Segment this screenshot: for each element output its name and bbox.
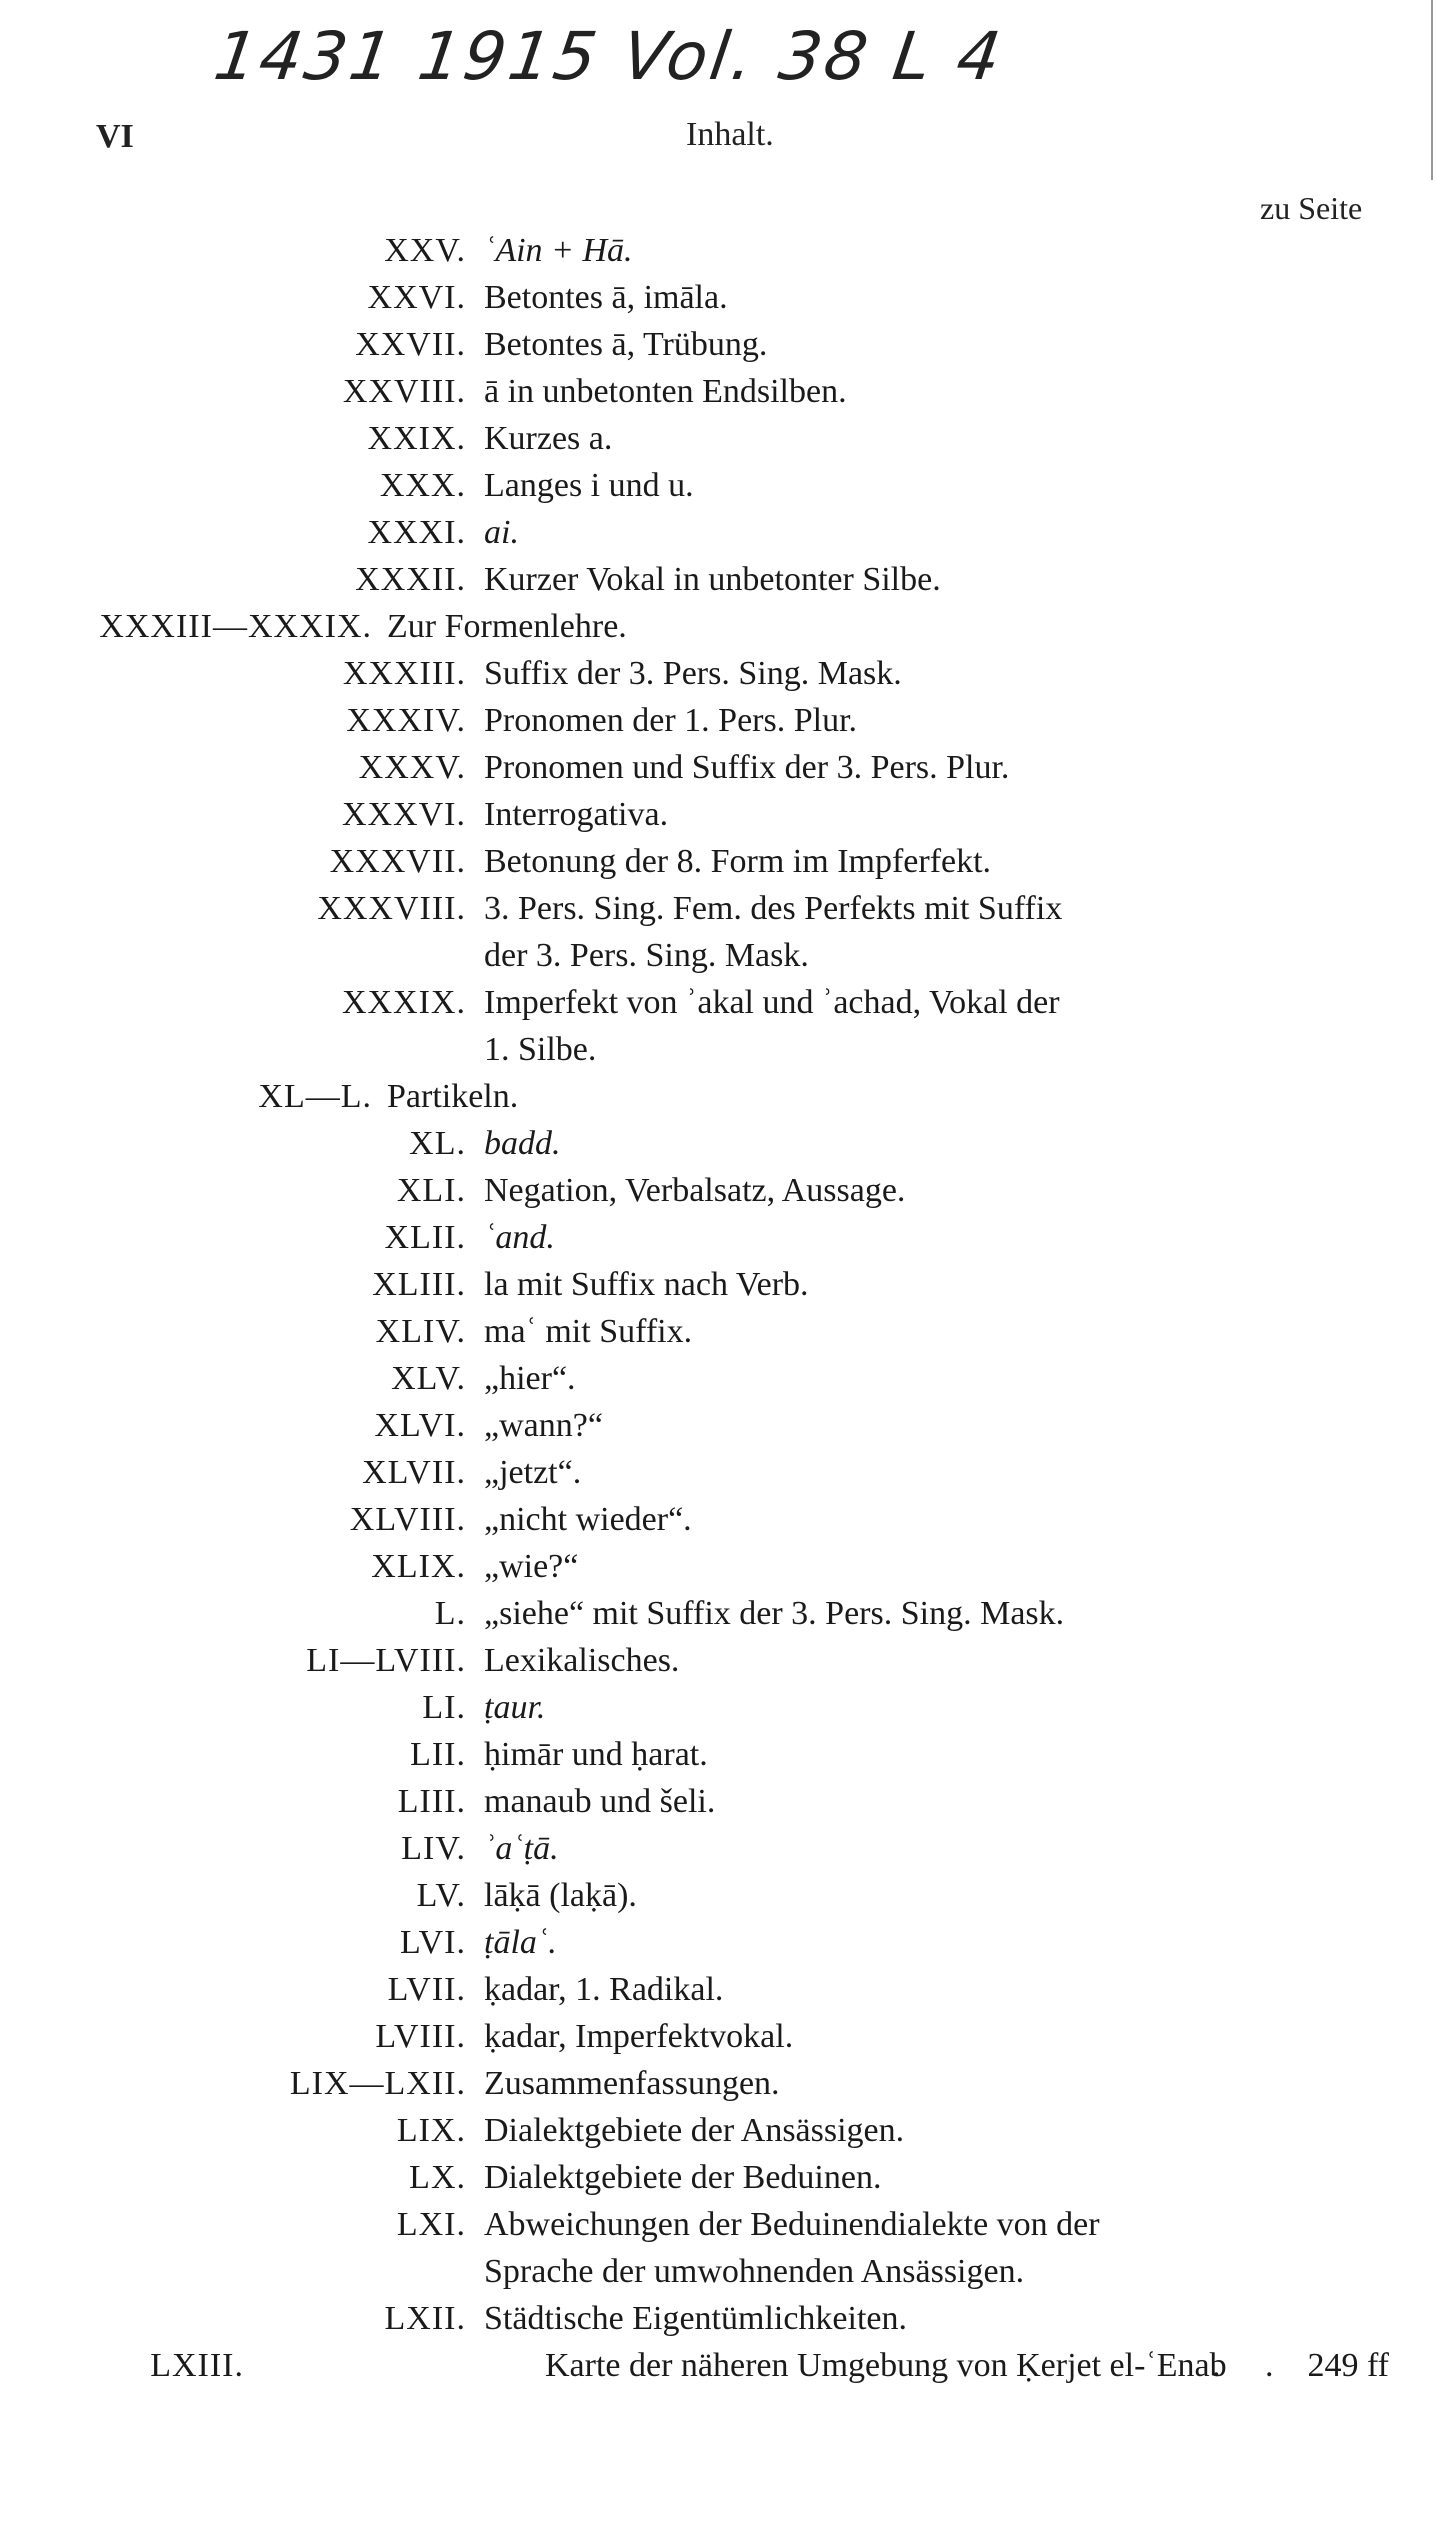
toc-entry bbox=[0, 1684, 1437, 1731]
toc-entry-title: la mit Suffix nach Verb. bbox=[484, 1266, 809, 1303]
toc-entry-number: XXXI. bbox=[367, 514, 466, 551]
toc-entry-title: ʿand. bbox=[484, 1219, 555, 1256]
toc-entry-number: LVII. bbox=[387, 1971, 466, 2008]
toc-entry-title: Pronomen der 1. Pers. Plur. bbox=[484, 702, 858, 739]
toc-entry bbox=[0, 274, 1437, 321]
toc-entry bbox=[0, 1402, 1437, 1449]
toc-entry-number: LI. bbox=[422, 1689, 466, 1726]
toc-entry bbox=[0, 1308, 1437, 1355]
toc-entry-number: XXXVII. bbox=[329, 843, 466, 880]
toc-entry-number: XL. bbox=[409, 1125, 466, 1162]
toc-entry-title: „wie?“ bbox=[484, 1548, 579, 1585]
toc-entry bbox=[0, 2060, 1437, 2107]
toc-entry-title: Zur Formenlehre. bbox=[387, 608, 627, 645]
toc-entry-number: LIV. bbox=[401, 1830, 466, 1867]
toc-entry bbox=[0, 1590, 1437, 1637]
toc-entry-title: „siehe“ mit Suffix der 3. Pers. Sing. Mask. bbox=[484, 1595, 1065, 1632]
toc-entry-number: XLIX. bbox=[371, 1548, 466, 1585]
toc-entry-title: Pronomen und Suffix der 3. Pers. Plur. bbox=[484, 749, 1010, 786]
toc-entry-title: Städtische Eigentümlichkeiten. bbox=[484, 2300, 908, 2337]
toc-entry-number: LIX. bbox=[396, 2112, 466, 2149]
scan-edge-mark bbox=[1431, 0, 1433, 180]
page-number: VI bbox=[96, 118, 134, 155]
toc-entry-number: XLVII. bbox=[362, 1454, 466, 1491]
toc-entry-number: XXXVI. bbox=[341, 796, 466, 833]
toc-entry-number: XXVI. bbox=[367, 279, 466, 316]
toc-entry bbox=[0, 838, 1437, 885]
toc-entry-number: XXXIII—XXXIX. bbox=[99, 608, 372, 645]
toc-entry-number: XLIV. bbox=[375, 1313, 466, 1350]
toc-entry-number: XXXVIII. bbox=[317, 890, 466, 927]
toc-entry-number: XLI. bbox=[396, 1172, 466, 1209]
toc-entry-title: ṭaur. bbox=[484, 1689, 546, 1726]
toc-entry bbox=[0, 1167, 1437, 1214]
toc-entry-number: LV. bbox=[416, 1877, 466, 1914]
toc-entry bbox=[0, 1966, 1437, 2013]
toc-entry-number: LIX—LXII. bbox=[289, 2065, 466, 2102]
toc-entry bbox=[0, 1073, 1437, 1120]
toc-entry-continuation bbox=[0, 2248, 1437, 2295]
toc-entry bbox=[0, 2107, 1437, 2154]
toc-entry-title: Zusammenfassungen. bbox=[484, 2065, 780, 2102]
toc-entry-number: XLV. bbox=[391, 1360, 466, 1397]
toc-entry bbox=[0, 1261, 1437, 1308]
toc-entry bbox=[0, 1637, 1437, 1684]
toc-entry bbox=[0, 1355, 1437, 1402]
toc-entry bbox=[0, 2201, 1437, 2248]
toc-entry-title: badd. bbox=[484, 1125, 561, 1162]
toc-entry-title: ʿAin + Hā. bbox=[484, 232, 633, 269]
toc-entry-number: XXXIV. bbox=[346, 702, 466, 739]
toc-entry-number: XLIII. bbox=[372, 1266, 466, 1303]
toc-entry-number: XXVIII. bbox=[342, 373, 466, 410]
toc-entry-number: LVIII. bbox=[375, 2018, 466, 2055]
toc-entry bbox=[0, 1543, 1437, 1590]
toc-entry-number: XXXIX. bbox=[341, 984, 466, 1021]
toc-entry-title: ai. bbox=[484, 514, 519, 551]
toc-entry-title-continued: Sprache der umwohnenden Ansässigen. bbox=[484, 2253, 1025, 2290]
toc-entry-number: LII. bbox=[410, 1736, 466, 1773]
toc-entry bbox=[0, 2295, 1437, 2342]
toc-entry-title: Imperfekt von ʾakal und ʾachad, Vokal der bbox=[484, 984, 1060, 1021]
toc-entry-title: Langes i und u. bbox=[484, 467, 694, 504]
toc-entry bbox=[0, 2154, 1437, 2201]
toc-entry-title: ā in unbetonten Endsilben. bbox=[484, 373, 847, 410]
toc-entry-number: XXXIII. bbox=[342, 655, 466, 692]
toc-entry-title: Suffix der 3. Pers. Sing. Mask. bbox=[484, 655, 902, 692]
toc-entry-title-continued: 1. Silbe. bbox=[484, 1031, 597, 1068]
toc-entry bbox=[0, 509, 1437, 556]
toc-entry-number: LIII. bbox=[397, 1783, 466, 1820]
toc-entry-number: LVI. bbox=[399, 1924, 466, 1961]
toc-entry-number: XXXII. bbox=[355, 561, 466, 598]
toc-entry-title: „wann?“ bbox=[484, 1407, 603, 1444]
toc-entry-number: LX. bbox=[409, 2159, 466, 2196]
toc-entry bbox=[0, 2013, 1437, 2060]
toc-entry-number: LXIII. bbox=[150, 2347, 244, 2384]
toc-entry-title: Kurzes a. bbox=[484, 420, 613, 457]
toc-entry bbox=[0, 603, 1437, 650]
toc-entry-title: lāḳā (laḳā). bbox=[484, 1877, 637, 1914]
toc-entry bbox=[0, 1825, 1437, 1872]
toc-entry-title: ḳadar, 1. Radikal. bbox=[484, 1971, 724, 2008]
toc-entry-title: ṭālaʿ. bbox=[484, 1924, 557, 1961]
toc-entry-final bbox=[0, 2342, 1437, 2389]
toc-entry-title-continued: der 3. Pers. Sing. Mask. bbox=[484, 937, 809, 974]
toc-entry-title: Partikeln. bbox=[387, 1078, 519, 1115]
page-column-label: zu Seite bbox=[1260, 190, 1363, 226]
toc-entry-number: XXX. bbox=[379, 467, 466, 504]
handwritten-catalog-note: 1431 1915 Vol. 38 L 4 bbox=[209, 18, 1008, 95]
toc-entry-title: Betontes ā, Trübung. bbox=[484, 326, 768, 363]
toc-entry-title: Abweichungen der Beduinendialekte von der bbox=[484, 2206, 1100, 2243]
toc-entry-title: 3. Pers. Sing. Fem. des Perfekts mit Suffix bbox=[484, 890, 1063, 927]
toc-entry-number: XLVIII. bbox=[349, 1501, 466, 1538]
dot-leader: . . bbox=[1212, 2347, 1292, 2384]
toc-entry-title: „nicht wieder“. bbox=[484, 1501, 692, 1538]
toc-entry bbox=[0, 321, 1437, 368]
toc-entry bbox=[0, 415, 1437, 462]
toc-entry bbox=[0, 650, 1437, 697]
toc-entry-title: „jetzt“. bbox=[484, 1454, 582, 1491]
toc-entry bbox=[0, 462, 1437, 509]
toc-entry-title: Betontes ā, imāla. bbox=[484, 279, 728, 316]
toc-entry bbox=[0, 1120, 1437, 1167]
toc-entry-number: L. bbox=[434, 1595, 466, 1632]
toc-entry bbox=[0, 1919, 1437, 1966]
page-reference: 249 ff bbox=[1307, 2347, 1389, 2384]
toc-entry bbox=[0, 368, 1437, 415]
toc-entry-number: XXV. bbox=[384, 232, 466, 269]
toc-entry-number: XXIX. bbox=[367, 420, 466, 457]
toc-entry-title: „hier“. bbox=[484, 1360, 576, 1397]
toc-entry bbox=[0, 1449, 1437, 1496]
toc-entry-number: XL—L. bbox=[258, 1078, 372, 1115]
toc-entry bbox=[0, 791, 1437, 838]
toc-entry-title: Negation, Verbalsatz, Aussage. bbox=[484, 1172, 906, 1209]
toc-entry-continuation bbox=[0, 1026, 1437, 1073]
toc-entry-title: ḳadar, Imperfektvokal. bbox=[484, 2018, 794, 2055]
toc-entry-title: Interrogativa. bbox=[484, 796, 669, 833]
toc-entry-title: ʾaʿṭā. bbox=[484, 1830, 559, 1867]
toc-entry-number: LXII. bbox=[384, 2300, 466, 2337]
toc-entry bbox=[0, 227, 1437, 274]
toc-entry-number: LI—LVIII. bbox=[306, 1642, 466, 1679]
toc-entry bbox=[0, 1214, 1437, 1261]
toc-entry bbox=[0, 697, 1437, 744]
toc-entry-title: Kurzer Vokal in unbetonter Silbe. bbox=[484, 561, 941, 598]
toc-entry bbox=[0, 556, 1437, 603]
toc-entry-title: Dialektgebiete der Beduinen. bbox=[484, 2159, 882, 2196]
toc-entry-title: manaub und šeli. bbox=[484, 1783, 716, 1820]
page-title: Inhalt. bbox=[686, 116, 774, 153]
toc-entry bbox=[0, 1872, 1437, 1919]
toc-entry-number: XXXV. bbox=[358, 749, 466, 786]
toc-entry-title: Dialektgebiete der Ansässigen. bbox=[484, 2112, 905, 2149]
toc-entry-title: maʿ mit Suffix. bbox=[484, 1313, 693, 1350]
toc-entry-number: XXVII. bbox=[355, 326, 466, 363]
toc-entry bbox=[0, 1731, 1437, 1778]
toc-entry-number: XLVI. bbox=[374, 1407, 466, 1444]
toc-entry bbox=[0, 979, 1437, 1026]
toc-entry bbox=[0, 885, 1437, 932]
toc-entry-number: XLII. bbox=[384, 1219, 466, 1256]
toc-entry bbox=[0, 1778, 1437, 1825]
toc-entry bbox=[0, 1496, 1437, 1543]
toc-entry-title: Betonung der 8. Form im Impferfekt. bbox=[484, 843, 992, 880]
toc-entry bbox=[0, 744, 1437, 791]
toc-entry-title: Lexikalisches. bbox=[484, 1642, 680, 1679]
toc-entry-continuation bbox=[0, 932, 1437, 979]
toc-entry-number: LXI. bbox=[396, 2206, 466, 2243]
toc-entry-title: ḥimār und ḥarat. bbox=[484, 1736, 708, 1773]
toc-entry-title: Karte der näheren Umgebung von Ḳerjet el-ʿEnab bbox=[545, 2347, 1227, 2384]
